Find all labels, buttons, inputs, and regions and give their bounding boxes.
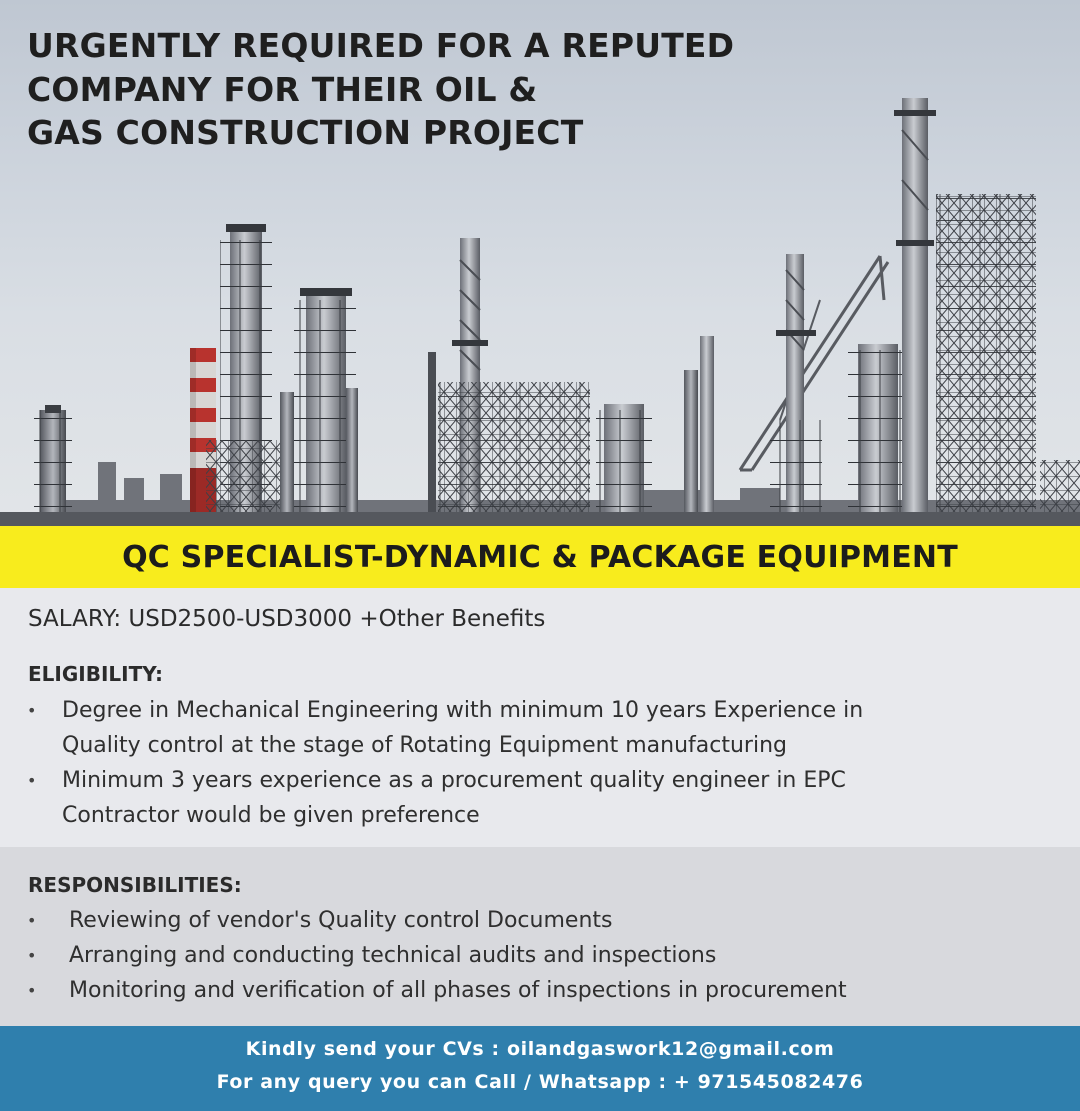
- responsibilities-list: [0, 903, 1019, 1008]
- list-item: [0, 938, 1019, 973]
- list-item-text: Degree in Mechanical Engineering with minimum 10 years Experience in: [62, 698, 864, 723]
- email-contact-text: Kindly send your CVs : oilandgaswork12@gmail.com: [245, 1038, 835, 1060]
- list-item: [0, 693, 962, 763]
- contact-footer: [0, 1026, 1080, 1111]
- job-title: QC SPECIALIST-DYNAMIC & PACKAGE EQUIPMENT: [122, 539, 958, 575]
- eligibility-heading: ELIGIBILITY:: [28, 662, 163, 686]
- eligibility-list: [0, 693, 962, 833]
- bullet-icon: •: [27, 701, 37, 720]
- headline-line-2: COMPANY FOR THEIR OIL &: [27, 69, 538, 109]
- list-item: [0, 973, 1019, 1008]
- headline-line-1: URGENTLY REQUIRED FOR A REPUTED: [27, 26, 735, 65]
- list-item: [0, 903, 1019, 938]
- list-item-text: Arranging and conducting technical audits and inspections: [69, 943, 717, 968]
- headline-line-3: GAS CONSTRUCTION PROJECT: [27, 113, 584, 152]
- bullet-icon: •: [27, 981, 37, 1000]
- list-item: [0, 763, 962, 833]
- job-title-banner: [0, 526, 1080, 588]
- refinery-photo: [0, 0, 1080, 526]
- left-column: [34, 405, 72, 526]
- bullet-icon: •: [27, 911, 37, 930]
- responsibilities-heading: RESPONSIBILITIES:: [28, 873, 242, 897]
- bullet-icon: •: [27, 771, 37, 790]
- list-item-text: Minimum 3 years experience as a procurement quality engineer in EPC: [62, 768, 846, 793]
- list-item-text: Reviewing of vendor's Quality control Documents: [69, 908, 613, 933]
- headline: [27, 24, 734, 155]
- list-item-text: Contractor would be given preference: [62, 803, 480, 828]
- salary-text: SALARY: USD2500-USD3000 +Other Benefits: [28, 606, 546, 632]
- list-item-text: Monitoring and verification of all phases of inspections in procurement: [69, 978, 847, 1003]
- phone-contact-text: For any query you can Call / Whatsapp : + 971545082476: [216, 1071, 864, 1093]
- list-item-text: Quality control at the stage of Rotating Equipment manufacturing: [62, 733, 787, 758]
- bullet-icon: •: [27, 946, 37, 965]
